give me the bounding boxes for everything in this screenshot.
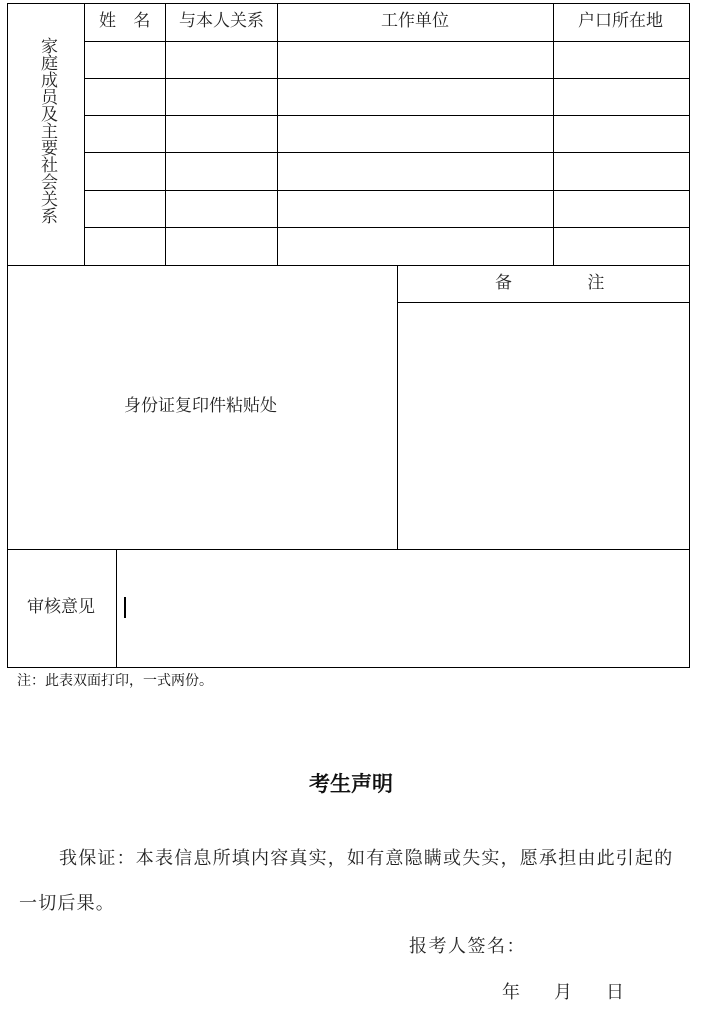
household-cell[interactable]: [555, 43, 688, 77]
remarks-header-divider: [397, 302, 690, 303]
table-border-bottom: [7, 667, 690, 668]
column-divider: [277, 3, 278, 266]
declaration-body: 我保证：本表信息所填内容真实，如有意隐瞒或失实，愿承担由此引起的一切后果。: [19, 848, 674, 914]
footnote: 注：此表双面打印，一式两份。: [17, 673, 213, 689]
remarks-field[interactable]: [399, 304, 688, 548]
name-cell[interactable]: [86, 192, 164, 226]
relation-cell[interactable]: [167, 229, 276, 264]
household-cell[interactable]: [555, 192, 688, 226]
relation-cell[interactable]: [167, 154, 276, 189]
column-divider: [397, 265, 398, 550]
workplace-cell[interactable]: [279, 229, 552, 264]
declaration-title: 考生声明: [309, 771, 393, 796]
id-copy-paste-label: 身份证复印件粘贴处: [124, 396, 277, 416]
table-border-top: [7, 3, 690, 4]
workplace-cell[interactable]: [279, 192, 552, 226]
relation-cell[interactable]: [167, 43, 276, 77]
family-relations-label: 家庭成员及主要社会关系: [37, 37, 57, 224]
workplace-cell[interactable]: [279, 43, 552, 77]
relation-cell[interactable]: [167, 117, 276, 151]
name-cell[interactable]: [86, 229, 164, 264]
household-cell[interactable]: [555, 229, 688, 264]
name-cell[interactable]: [86, 117, 164, 151]
date-year: 年: [502, 982, 520, 1003]
table-border-left: [7, 3, 8, 668]
header-relation: 与本人关系: [179, 11, 264, 31]
header-household: 户口所在地: [578, 11, 663, 31]
column-divider: [165, 3, 166, 266]
household-cell[interactable]: [555, 117, 688, 151]
column-divider: [553, 3, 554, 266]
date-month: 月: [554, 982, 572, 1003]
text-cursor: [124, 597, 126, 618]
row-divider: [84, 115, 690, 116]
table-border-right: [689, 3, 690, 668]
name-cell[interactable]: [86, 154, 164, 189]
header-workplace: 工作单位: [381, 11, 449, 31]
workplace-cell[interactable]: [279, 80, 552, 114]
row-divider: [84, 41, 690, 42]
review-opinion-field[interactable]: [118, 551, 688, 666]
signature-label: 报考人签名：: [409, 936, 526, 957]
name-cell[interactable]: [86, 43, 164, 77]
row-divider: [84, 152, 690, 153]
workplace-cell[interactable]: [279, 117, 552, 151]
section-divider: [7, 549, 690, 550]
household-cell[interactable]: [555, 80, 688, 114]
household-cell[interactable]: [555, 154, 688, 189]
remarks-header: 备 注: [495, 273, 640, 293]
section-divider: [7, 265, 690, 266]
header-name: 姓 名: [99, 11, 157, 31]
row-divider: [84, 78, 690, 79]
name-cell[interactable]: [86, 80, 164, 114]
relation-cell[interactable]: [167, 192, 276, 226]
column-divider: [84, 3, 85, 266]
workplace-cell[interactable]: [279, 154, 552, 189]
column-divider: [116, 549, 117, 668]
row-divider: [84, 227, 690, 228]
review-label: 审核意见: [27, 597, 95, 617]
date-day: 日: [606, 982, 624, 1003]
relation-cell[interactable]: [167, 80, 276, 114]
row-divider: [84, 190, 690, 191]
